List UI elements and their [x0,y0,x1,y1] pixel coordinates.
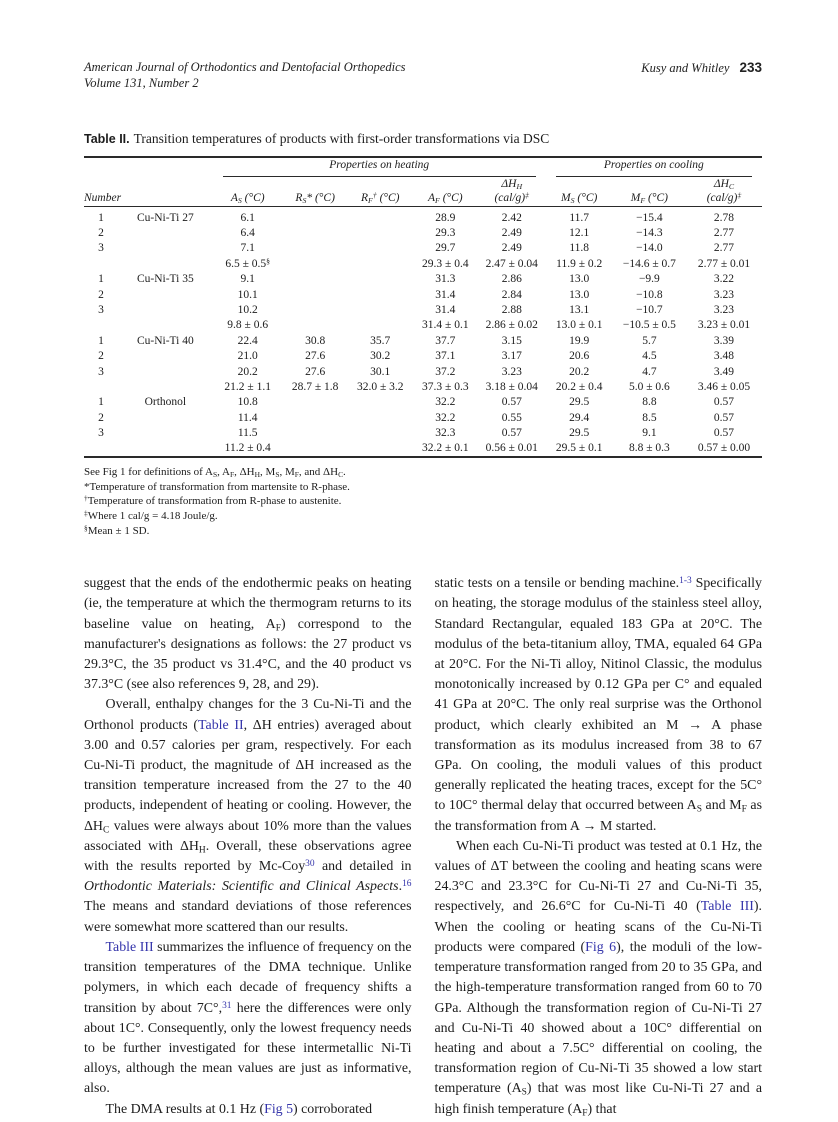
table-cell [118,425,213,440]
col-header-rs: $R_S*$ (°C) [283,177,348,206]
table-row [84,349,762,364]
table-row [84,272,762,287]
table-cell: 13.0 ± 0.1 [555,319,603,332]
table-footnotes [84,465,762,538]
table-cell [348,256,413,271]
table-cell: 3.23 ± 0.01 [697,319,751,332]
paragraph: suggest that the ends of the endothermic peaks on heating (ie, the temperature at which the thermogram returns to its baseline value on heating, $A_F$) correspond to the manufacturer's designations as follows: the 27 product vs 29.3°C, the 35 product vs 31.4°C, and the 40 product vs 37.3°C (see also references 9, 28, and 29). [84,576,412,693]
table-column-header-row [84,177,762,206]
paragraph: When each Cu-Ni-Ti product was tested at 0.1 Hz, the values of ΔT between the cooling and heating scans were 24.3°C and 23.3°C for Cu-Ni-Ti 27 and Cu-Ni-Ti 35, respectively, and 26.6°C for Cu-Ni-Ti 40 (Table III). When the cooling or heating scans of the Cu-Ni-Ti products were compared (Fig 6), the moduli of the low-temperature transformation ranged from 20 to 35 GPa, and the high-temperature transformation ranged from 60 to 70 GPa. Although the transformation region of Cu-Ni-Ti 27 and Cu-Ni-Ti 40 showed about a 10C° differential on heating and about a 7.5C° differential on cooling, the transformation region of Cu-Ni-Ti 35 showed a low start temperature $(A_S)$ that was most like Cu-Ni-Ti 27 and a high finish temperature $(A_F)$ that [434,838,762,1118]
running-header [84,60,762,91]
col-header-dhh: $\Delta H_H$ (cal/g)‡ [478,177,546,206]
cross-reference-link[interactable]: 1-3 [679,575,692,586]
table-cell [84,318,118,333]
running-header-right [641,60,762,77]
paragraph: Table III summarizes the influence of frequency on the transition temperatures of the DMA technique. Unlike polymers, in which each decade of frequency shifts a transition by about 7C°,$^{31}$ here the differences were only about 1C°. Consequently, only the lowest frequency needs to be further investigated for these intermetallic Ni-Ti alloys, although the mean values are just as informative, also. [84,939,412,1097]
table-cell: 1 [98,273,104,286]
table-cell: 2.77 [713,227,735,239]
table-cell: 3.23 [501,365,522,378]
table-cell: 20.6 [569,350,590,363]
table-cell: 8.8 [642,396,657,409]
journal-title: American Journal of Orthodontics and Dentofacial Orthopedics [84,60,406,74]
table-cell: −9.9 [638,273,660,286]
col-header-number: Number [84,177,213,206]
table-cell: −10.5 ± 0.5 [622,319,676,332]
table-cell: 31.3 [435,273,456,286]
table-cell: 3 [98,303,104,316]
footnote-line: †Temperature of transformation from R-phase to austenite. [84,494,342,508]
table-cell: 20.2 [237,365,258,378]
table-cell: 30.2 [370,350,391,363]
table-cell: 29.4 [569,411,590,424]
table-row [84,241,762,256]
table-cell [118,241,213,256]
table-label: Table II. [84,132,130,146]
table-row [84,410,762,425]
table-cell: 31.4 ± 0.1 [422,319,469,332]
footnote-line: *Temperature of transformation from martensite to R-phase. [84,480,350,493]
table-cell: 20.2 ± 0.4 [555,380,603,393]
table-cell [283,318,348,333]
table-cell: 10.8 [237,396,258,409]
table-cell: 0.57 [713,427,735,440]
col-header-ms: $M_S$ (°C) [546,177,613,206]
left-column [84,574,412,1119]
cross-reference-link[interactable]: Fig 5 [264,1101,294,1117]
cooling-spanner-label: Properties on cooling [556,158,752,177]
table-cell: 3.23 [713,303,735,316]
table-row [84,225,762,240]
table-cell: 29.7 [435,242,456,255]
table-cell: 4.5 [642,350,657,363]
table-cell: 32.2 [435,396,456,409]
table-cell [283,302,348,317]
table-cell: 0.56 ± 0.01 [485,442,538,455]
table-cell: 30.1 [370,365,391,378]
table-cell: 13.0 [569,273,590,286]
cross-reference-link[interactable]: Table III [700,899,754,915]
table-cell [118,410,213,425]
heating-spanner [213,157,546,177]
table-cell: 27.6 [305,350,326,363]
table-cell: 2 [98,350,104,363]
table-cell: 2.86 [501,273,522,286]
table-cell: 12.1 [569,227,590,239]
table-cell: 2.49 [501,242,522,255]
table-cell [348,441,413,457]
table-cell: 30.8 [305,334,326,347]
table-cell: 13.1 [569,303,590,316]
table-cell: 37.1 [435,350,456,363]
table-cell [283,287,348,302]
table-cell: 32.2 [435,411,456,424]
journal-volume-issue: Volume 131, Number 2 [84,75,199,90]
body-text [84,574,762,1119]
col-header-mf: $M_F$ (°C) [613,177,686,206]
table-cell: 37.7 [435,334,456,347]
table-cell: 3.48 [713,350,735,363]
table-cell [348,287,413,302]
table-cell: 11.9 ± 0.2 [556,257,603,270]
cross-reference-link[interactable]: 30 [305,858,315,869]
table-cell [84,256,118,271]
table-row [84,333,762,348]
footnote-line: §Mean ± 1 SD. [84,523,150,537]
table-cell [84,441,118,457]
table-cell [118,364,213,379]
cross-reference-link[interactable]: Table III [105,939,154,955]
table-cell: 11.7 [569,211,590,224]
col-header-dhc: $\Delta H_C$ (cal/g)‡ [686,177,762,206]
table-cell: 29.5 [569,396,590,409]
table-cell: 37.2 [435,365,456,378]
table-cell: 2.77 [713,242,735,255]
table-cell: 21.2 ± 1.1 [224,380,271,393]
table-cell [283,206,348,225]
col-header-rf: $R_F^\dagger$ (°C) [348,177,413,206]
table-cell: 1 [98,211,104,224]
table-cell [283,241,348,256]
table-cell [283,256,348,271]
table-cell: 3.15 [501,334,522,347]
table-cell: 11.8 [569,242,590,255]
table-cell [118,287,213,302]
table-cell: −14.0 [636,242,663,255]
table-cell [118,318,213,333]
table-row [84,302,762,317]
table-cell: 3 [98,242,104,255]
paragraph: The DMA results at 0.1 Hz (Fig 5) corroborated [105,1101,373,1117]
table-cell: 0.57 ± 0.00 [697,442,751,455]
table-cell: 1 [98,334,104,347]
table-cell: 11.2 ± 0.4 [224,442,271,455]
table-cell: 0.57 [501,427,522,440]
table-cell: −14.3 [636,227,663,239]
table-cell [118,441,213,457]
col-header-as: $A_S$ (°C) [213,177,283,206]
table-cell: 0.57 [713,411,735,424]
table-cell: 20.2 [569,365,590,378]
table-caption [84,131,762,147]
table-mean-row [84,318,762,333]
table-cell [283,441,348,457]
table-cell: 6.1 [240,211,255,224]
table-cell: 3.49 [713,365,735,378]
table-cell: 27.6 [305,365,326,378]
table-cell: 3.46 ± 0.05 [697,380,751,393]
right-column [435,574,763,1119]
table-cell: 28.9 [435,211,456,224]
table-cell [118,349,213,364]
table-cell [84,379,118,394]
table-cell: 29.5 [569,427,590,440]
table-cell: 28.7 ± 1.8 [291,380,339,393]
table-cell [283,425,348,440]
table-cell: 3.23 [713,288,735,301]
paragraph: static tests on a tensile or bending machine.$^{1-3}$ Specifically on heating, the storage modulus of the stainless steel alloy, Standard Rectangular, equaled 183 GPa at 20°C. The modulus of the beta-titanium alloy, TMA, equaled 64 GPa at 20°C. For the Ni-Ti alloy, Nitinol Classic, the modulus monotonically increased by 0.12 GPa per C° and equaled 41 GPa at 20°C. The only real surprise was the Orthonol product, which clearly exhibited an M → A phase transformation as its modulus increased from 38 to 67 GPa. On cooling, the moduli values of this product generally replicated the heating traces, except for the 5C° to 10C° thermal delay that occurred between $A_S$ and $M_F$ as the transformation from A → M started. [434,575,763,834]
table-cell: 2 [98,288,104,301]
table-mean-row [84,441,762,457]
table-caption-text: Transition temperatures of products with first-order transformations via DSC [133,131,550,146]
table-cell [348,225,413,240]
table-cell: −14.6 ± 0.7 [622,257,676,270]
table-cell: 2.84 [501,288,522,301]
table-cell: Cu-Ni-Ti 35 [136,273,194,286]
table-cell: 13.0 [569,288,590,301]
table-cell: 10.2 [237,303,258,316]
table-cell: −10.8 [636,288,663,301]
table-cell: 29.3 [435,227,456,239]
paragraph: Overall, enthalpy changes for the 3 Cu-Ni-Ti and the Orthonol products (Table II, ΔH entries) averaged about 3.00 and 0.57 calories per gram, respectively. For each Cu-Ni-Ti product, the magnitude of ΔH increased as the transition temperature increased from the 27 to the 40 products, independent of heating or cooling. However, the $\Delta H_C$ values were always about 10% more than the values associated with $\Delta H_H$. Overall, these observations agree with the results reported by Mc-Coy$^{30}$ and detailed in Orthodontic Materials: Scientific and Clinical Aspects.$^{16}$ The means and standard deviations of those references were somewhat more scattered than our results. [84,697,412,935]
spanner-spacer [84,157,213,177]
table-cell: 19.9 [569,334,590,347]
table-cell: 29.3 ± 0.4 [422,257,469,270]
table-cell: −15.4 [636,211,663,224]
table-cell [348,272,413,287]
table-cell [348,395,413,410]
table-cell: −10.7 [636,303,663,316]
table-cell [118,256,213,271]
table-cell: 5.0 ± 0.6 [628,380,670,393]
table-cell [348,241,413,256]
table-cell: 2.49 [501,227,522,239]
table-cell [283,272,348,287]
table-cell: 1 [98,396,104,409]
table-cell: 3.39 [713,334,735,347]
journal-info [84,60,406,91]
table-cell: 2.88 [501,303,522,316]
table-cell: 2.77 ± 0.01 [697,257,751,270]
table-cell: 8.5 [642,411,657,424]
table-cell: 22.4 [237,334,258,347]
table-cell: 29.5 ± 0.1 [555,442,603,455]
table-cell: 35.7 [370,334,391,347]
cross-reference-link[interactable]: 31 [222,1000,232,1011]
table-cell [348,425,413,440]
table-cell: Cu-Ni-Ti 27 [136,211,194,224]
table-cell: 8.8 ± 0.3 [628,442,670,455]
table-cell: 21.0 [237,350,258,363]
table-cell: 11.4 [237,411,258,424]
table-row [84,364,762,379]
table-cell [118,302,213,317]
table-cell: 11.5 [237,427,258,440]
table-cell: 7.1 [240,242,255,255]
table-cell: 2 [98,411,104,424]
table-cell: 4.7 [642,365,657,378]
cooling-spanner [546,157,762,177]
cross-reference-link[interactable]: Table II [198,717,244,733]
table-cell [283,395,348,410]
table-cell: 3 [98,365,104,378]
table-cell: 32.2 ± 0.1 [422,442,469,455]
table-row [84,425,762,440]
page-number: 233 [739,60,762,75]
table-mean-row [84,379,762,394]
table-cell: 3.18 ± 0.04 [485,380,538,393]
table-row [84,395,762,410]
table-cell: 37.3 ± 0.3 [422,380,469,393]
table-cell: 0.57 [713,396,735,409]
table-cell [118,379,213,394]
table-cell: 0.57 [501,396,522,409]
table-cell: 2.86 ± 0.02 [485,319,538,332]
table-cell: 6.4 [240,227,255,239]
table-cell: 3 [98,427,104,440]
table-cell [283,410,348,425]
table-cell: 31.4 [435,303,456,316]
table-cell: 10.1 [237,288,258,301]
table-cell: 9.8 ± 0.6 [227,319,269,332]
table-row [84,287,762,302]
cross-reference-link[interactable]: 16 [402,879,412,890]
table-cell: 32.0 ± 3.2 [356,380,404,393]
table-cell [118,225,213,240]
transition-temperatures-table [84,156,762,458]
table-cell: 6.5 ± 0.5§ [225,256,271,270]
table-row [84,206,762,225]
table-cell: 9.1 [642,427,657,440]
table-body [84,206,762,457]
table-cell: 5.7 [642,334,657,347]
table-cell [348,318,413,333]
table-cell: 3.17 [501,350,522,363]
table-cell: Orthonol [144,396,187,409]
table-cell: 2.78 [713,211,735,224]
table-cell: 2.42 [501,211,522,224]
table-cell: 31.4 [435,288,456,301]
table-cell: Cu-Ni-Ti 40 [136,334,194,347]
table-cell [283,225,348,240]
footnote-line: See Fig 1 for definitions of $A_S$, $A_F$, $\Delta H_H$, $M_S$, $M_F$, and $\Delta H_C$. [84,466,346,480]
cross-reference-link[interactable]: Fig 6 [585,939,617,955]
table-cell: 9.1 [240,273,255,286]
table-cell: 2.47 ± 0.04 [485,257,538,270]
table-cell [348,410,413,425]
table-cell: 2 [98,227,104,239]
running-authors: Kusy and Whitley [641,61,730,75]
table-spanner-row [84,157,762,177]
footnote-line: ‡Where 1 cal/g = 4.18 Joule/g. [84,508,218,523]
table-cell [348,206,413,225]
table-cell: 0.55 [501,411,522,424]
heating-spanner-label: Properties on heating [223,158,536,177]
table-cell: 32.3 [435,427,456,440]
table-cell [348,302,413,317]
table-mean-row [84,256,762,271]
col-header-af: $A_F$ (°C) [413,177,478,206]
table-cell: 3.22 [713,273,735,286]
